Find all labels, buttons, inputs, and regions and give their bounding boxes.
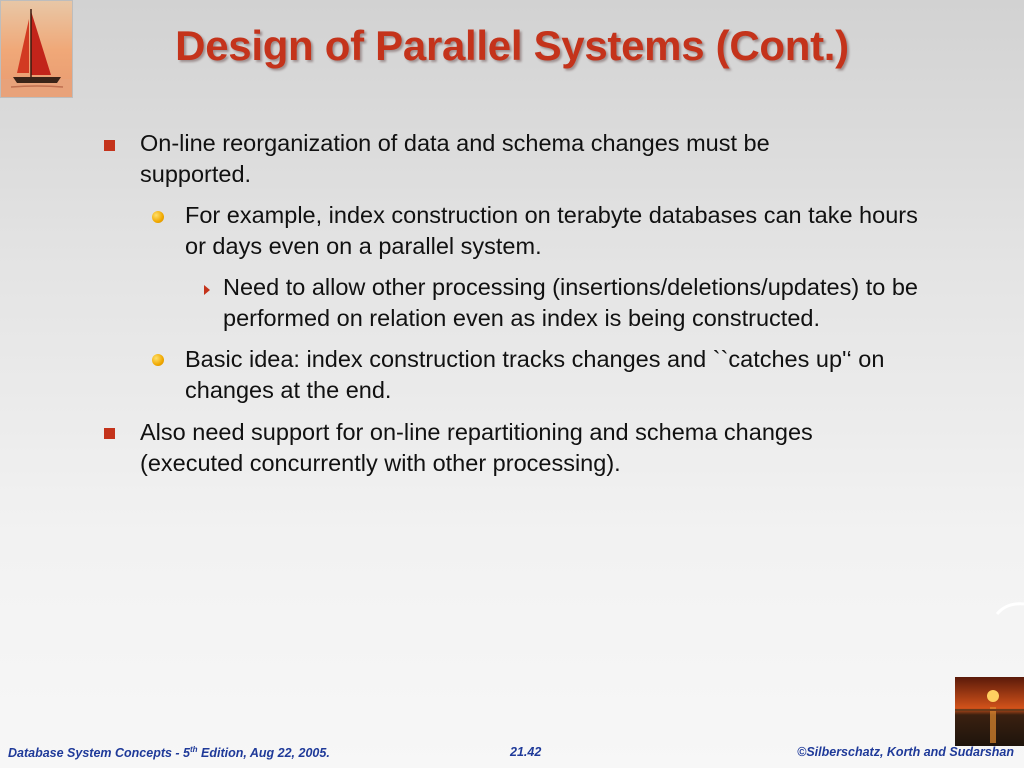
list-item: Basic idea: index construction tracks changes and ``catches up'‘ on changes at the end. [185,346,885,403]
round-bullet-icon [152,211,164,223]
footer-copyright: ©Silberschatz, Korth and Sudarshan [797,745,1014,759]
list-item: Need to allow other processing (insertions/deletions/updates) to be performed on relation even as index is being constructed. [223,274,918,331]
footer-page-number: 21.42 [510,745,542,759]
arrow-bullet-icon [204,285,210,295]
list-item: Also need support for on-line repartitioning and schema changes (executed concurrently with other processing). [140,419,813,476]
sunset-logo [955,677,1024,746]
footer-left: Database System Concepts - 5th Edition, Aug 22, 2005. [8,745,330,761]
swoosh-decoration [995,600,1024,618]
list-item: On-line reorganization of data and schema changes must be supported. [140,130,770,187]
round-bullet-icon [152,354,164,366]
square-bullet-icon [104,428,115,439]
square-bullet-icon [104,140,115,151]
slide-title: Design of Parallel Systems (Cont.) [175,22,849,69]
list-item: For example, index construction on terabyte databases can take hours or days even on a parallel system. [185,202,918,259]
